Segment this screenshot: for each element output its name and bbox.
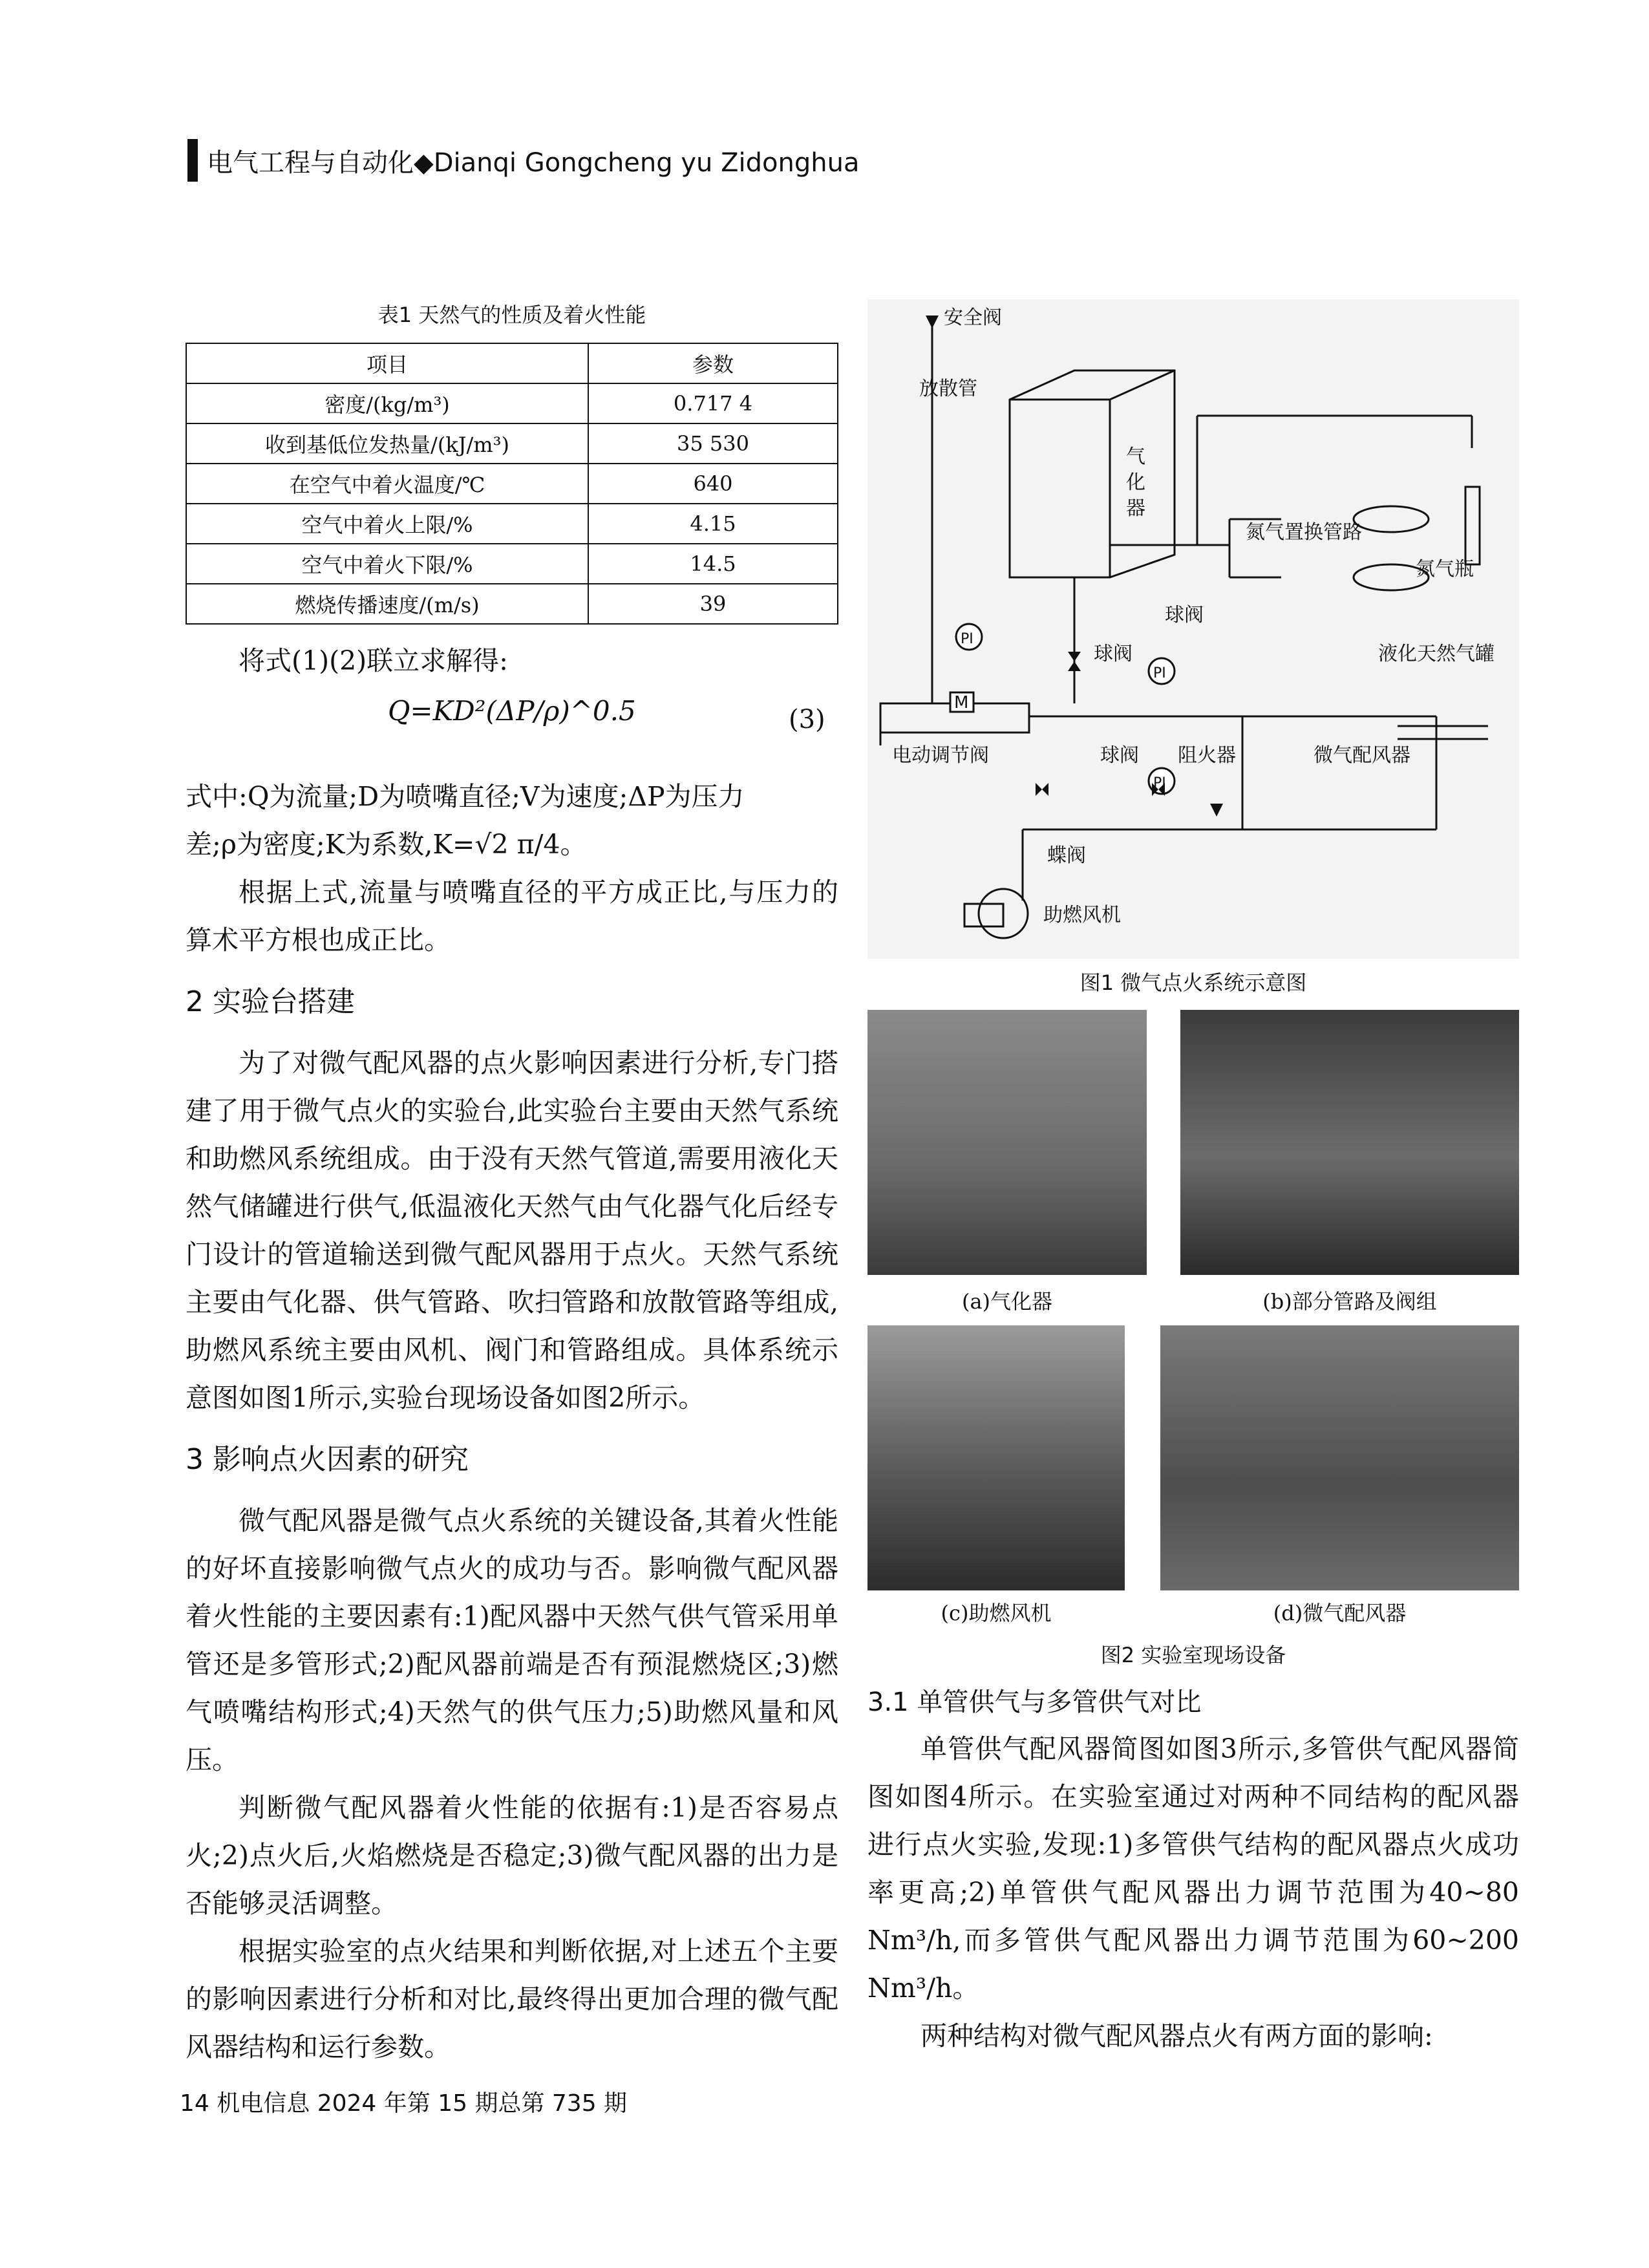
photo-fan — [867, 1325, 1125, 1590]
label-fan: 助燃风机 — [1043, 904, 1121, 926]
fig2b-caption: (b)部分管路及阀组 — [1262, 1289, 1437, 1314]
paragraph: 单管供气配风器简图如图3所示,多管供气配风器简图如图4所示。在实验室通过对两种不同结构的配风器进行点火实验,发现:1)多管供气结构的配风器点火成功率更高;2)单管供气配风器出力调节范围为40~80 Nm³/h,而多管供气配风器出力调节范围为60~200 Nm³/h。 — [867, 1733, 1519, 2004]
formula: Q=KD²(ΔP/ρ)^0.5 — [388, 695, 636, 727]
table-header-row — [186, 343, 838, 383]
paragraph: 判断微气配风器着火性能的依据有:1)是否容易点火;2)点火后,火焰燃烧是否稳定;3)微气配风器的出力是否能够灵活调整。 — [186, 1792, 838, 1919]
table1-caption: 表1 天然气的性质及着火性能 — [378, 303, 646, 327]
figure-2-caption: 图2 实验室现场设备 — [1100, 1643, 1286, 1667]
cell: 35 530 — [588, 423, 838, 464]
label-vaporizer-2: 化 — [1126, 471, 1145, 494]
running-header — [187, 141, 859, 180]
col-param: 参数 — [588, 343, 838, 383]
paragraph: 根据实验室的点火结果和判断依据,对上述五个主要的影响因素进行分析和对比,最终得出更加合理的微气配风器结构和运行参数。 — [186, 1936, 838, 2062]
schematic-svg — [867, 299, 1519, 959]
table-row — [186, 584, 838, 624]
equation-3 — [388, 695, 636, 727]
table-row — [186, 464, 838, 504]
section-3-1-heading: 3.1 单管供气与多管供气对比 — [867, 1687, 1202, 1717]
table-row — [186, 383, 838, 423]
solve-text: 将式(1)(2)联立求解得: — [239, 645, 508, 676]
table-row — [186, 423, 838, 464]
cell: 在空气中着火温度/℃ — [186, 464, 588, 504]
label-vaporizer-3: 器 — [1126, 497, 1145, 520]
label-pi-3: PI — [1153, 775, 1166, 791]
cell: 14.5 — [588, 544, 838, 584]
label-safety-valve: 安全阀 — [944, 306, 1002, 329]
equation-number: (3) — [789, 705, 825, 734]
label-n2-line: 氮气置换管路 — [1246, 521, 1362, 544]
label-vent: 放散管 — [919, 378, 977, 400]
photo-vaporizer — [867, 1010, 1147, 1275]
label-ball-valve-2: 球阀 — [1094, 643, 1133, 665]
fig2c-caption: (c)助燃风机 — [941, 1601, 1052, 1625]
right-column — [867, 1680, 1519, 2060]
cell: 密度/(kg/m³) — [186, 383, 588, 423]
where-line-2: 差;ρ为密度;K为系数,K=√2 π/4。 — [186, 829, 587, 860]
header-title: 电气工程与自动化◆Dianqi Gongcheng yu Zidonghua — [207, 147, 860, 178]
paragraph: 根据上式,流量与喷嘴直径的平方成正比,与压力的算术平方根也成正比。 — [186, 877, 838, 956]
table1 — [186, 343, 838, 625]
label-arrester: 阻火器 — [1178, 744, 1236, 767]
cell: 4.15 — [588, 504, 838, 544]
cell: 0.717 4 — [588, 383, 838, 423]
label-butterfly: 蝶阀 — [1047, 844, 1086, 867]
figure-1-schematic — [867, 299, 1519, 959]
cell: 39 — [588, 584, 838, 624]
section-2-heading: 2 实验台搭建 — [186, 985, 355, 1018]
cell: 空气中着火下限/% — [186, 544, 588, 584]
label-burner: 微气配风器 — [1314, 744, 1410, 767]
paragraph: 微气配风器是微气点火系统的关键设备,其着火性能的好坏直接影响微气点火的成功与否。影响微气配风器着火性能的主要因素有:1)配风器中天然气供气管采用单管还是多管形式;2)配风器前端是否有预混燃烧区;3)燃气喷嘴结构形式;4)天然气的供气压力;5)助燃风量和风压。 — [186, 1505, 838, 1775]
label-motor-valve: 电动调节阀 — [892, 744, 989, 767]
table-row — [186, 504, 838, 544]
label-ball-valve-3: 球阀 — [1100, 744, 1139, 767]
label-motor: M — [954, 693, 969, 712]
label-pi-1: PI — [961, 631, 973, 647]
paragraph: 为了对微气配风器的点火影响因素进行分析,专门搭建了用于微气点火的实验台,此实验台主要由天然气系统和助燃风系统组成。由于没有天然气管道,需要用液化天然气储罐进行供气,低温液化天然气由气化器气化后经专门设计的管道输送到微气配风器用于点火。天然气系统主要由气化器、供气管路、吹扫管路和放散管路等组成,助燃风系统主要由风机、阀门和管路组成。具体系统示意图如图1所示,实验台现场设备如图2所示。 — [186, 1047, 838, 1413]
photo-pipes-valves — [1180, 1010, 1519, 1275]
fig2a-caption: (a)气化器 — [961, 1289, 1053, 1314]
cell: 640 — [588, 464, 838, 504]
cell: 收到基低位发热量/(kJ/m³) — [186, 423, 588, 464]
fig2d-caption: (d)微气配风器 — [1273, 1601, 1407, 1625]
label-lng-tank: 液化天然气罐 — [1378, 643, 1495, 665]
left-column-top — [186, 637, 838, 685]
photo-burner — [1160, 1325, 1519, 1590]
label-ball-valve-1: 球阀 — [1165, 604, 1204, 626]
section-3-heading: 3 影响点火因素的研究 — [186, 1443, 469, 1476]
page-footer: 14 机电信息 2024 年第 15 期总第 735 期 — [180, 2090, 628, 2117]
paragraph: 两种结构对微气配风器点火有两方面的影响: — [920, 2020, 1433, 2051]
label-pi-2: PI — [1153, 665, 1166, 681]
left-column — [186, 773, 838, 2071]
table-row — [186, 544, 838, 584]
cell: 空气中着火上限/% — [186, 504, 588, 544]
label-n2-bottle: 氮气瓶 — [1416, 558, 1474, 581]
col-item: 项目 — [186, 343, 588, 383]
figure-1-caption: 图1 微气点火系统示意图 — [1080, 970, 1307, 995]
header-bar — [187, 139, 198, 182]
cell: 燃烧传播速度/(m/s) — [186, 584, 588, 624]
label-vaporizer-1: 气 — [1126, 445, 1145, 468]
where-line-1: 式中:Q为流量;D为喷嘴直径;V为速度;ΔP为压力 — [186, 781, 745, 812]
